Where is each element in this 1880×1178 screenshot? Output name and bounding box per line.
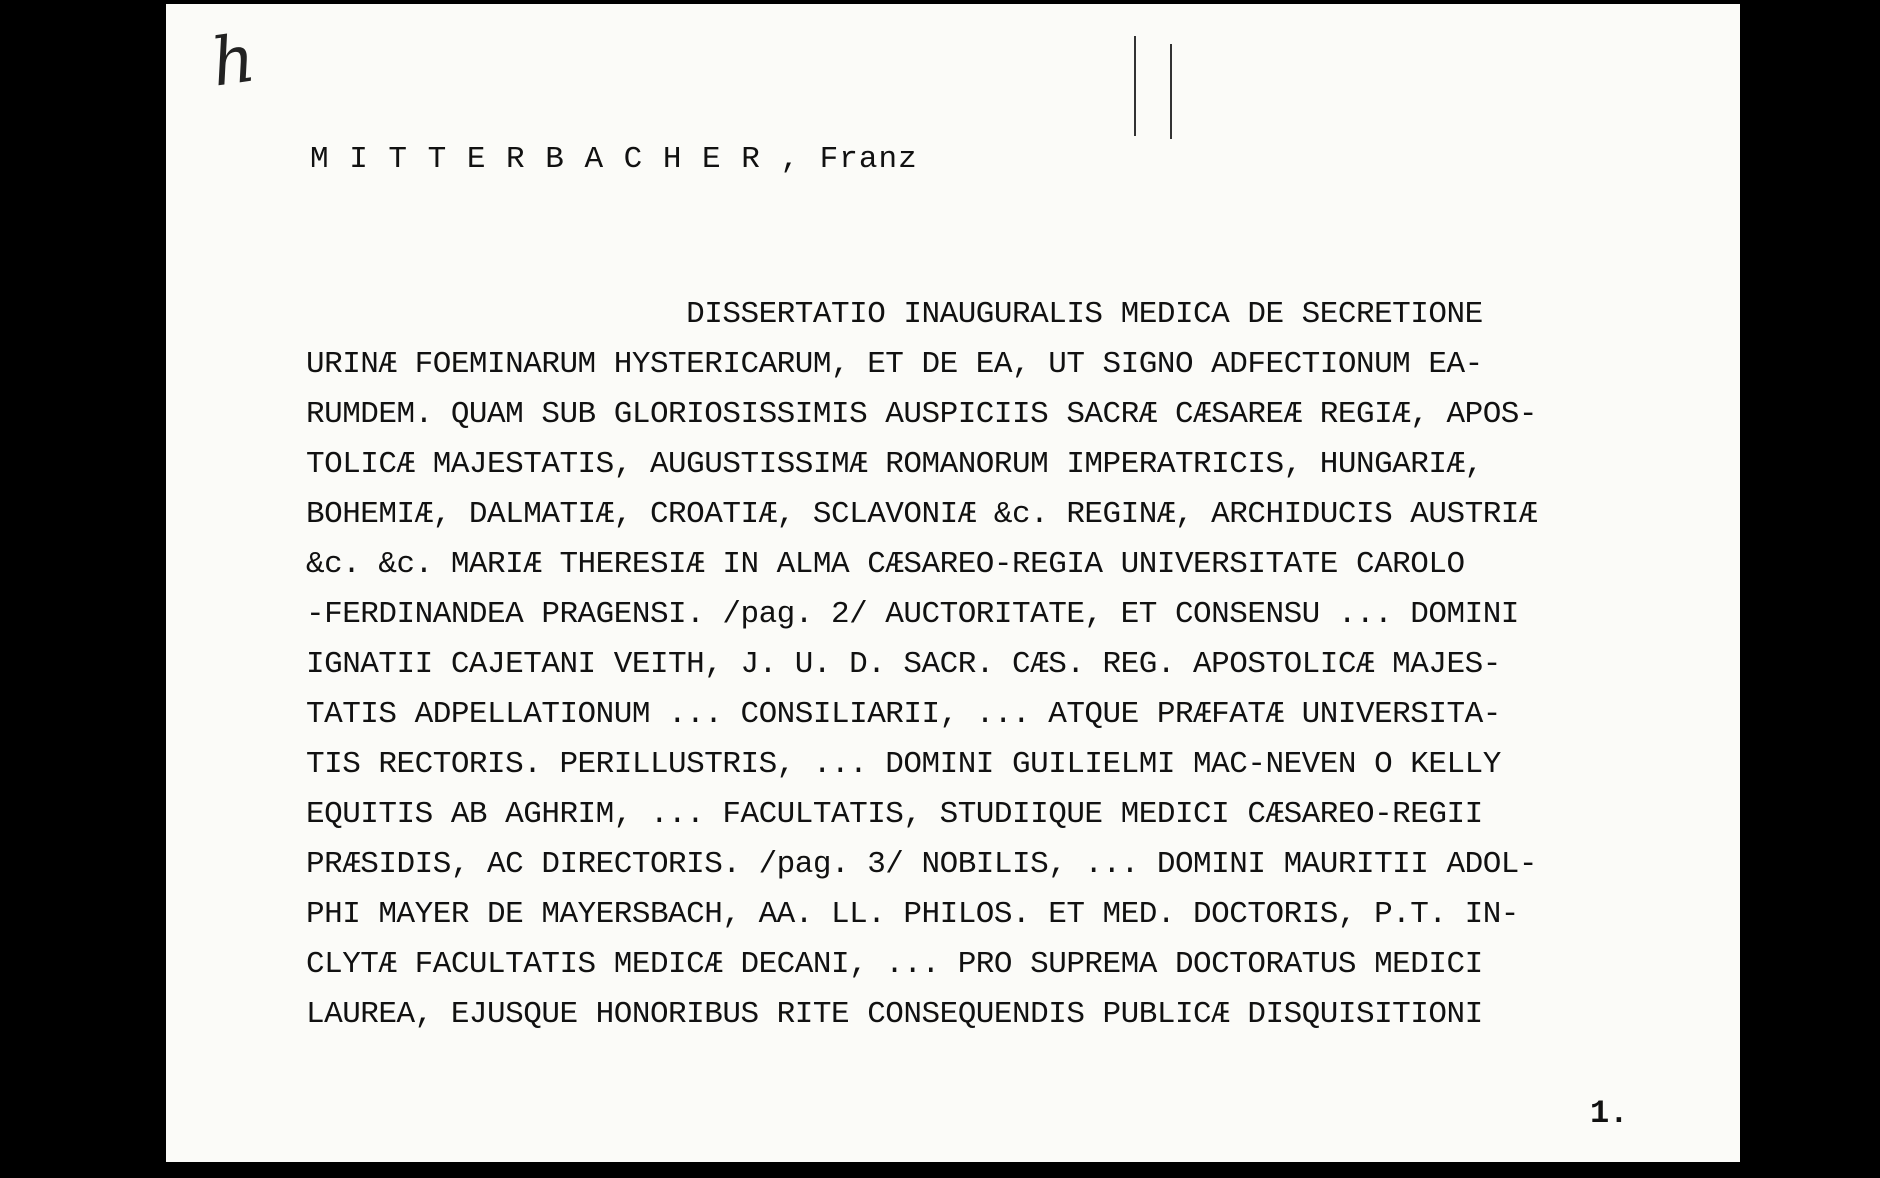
scratch-mark [1170,44,1172,139]
author-name: M I T T E R B A C H E R , Franz [310,142,918,177]
page-number: 1. [1590,1095,1629,1132]
text-line: IGNATII CAJETANI VEITH, J. U. D. SACR. CÆS. REG. APOSTOLICÆ MAJES- [306,647,1501,682]
text-line: PRÆSIDIS, AC DIRECTORIS. /pag. 3/ NOBILIS, ... DOMINI MAURITII ADOL- [306,847,1538,882]
text-line: TOLICÆ MAJESTATIS, AUGUSTISSIMÆ ROMANORUM IMPERATRICIS, HUNGARIÆ, [306,447,1483,482]
scratch-mark [1134,36,1136,136]
text-line: EQUITIS AB AGHRIM, ... FACULTATIS, STUDIIQUE MEDICI CÆSAREO-REGII [306,797,1483,832]
text-line: TATIS ADPELLATIONUM ... CONSILIARII, ... ATQUE PRÆFATÆ UNIVERSITA- [306,697,1501,732]
text-line: LAUREA, EJUSQUE HONORIBUS RITE CONSEQUENDIS PUBLICÆ DISQUISITIONI [306,997,1483,1032]
text-line: &c. &c. MARIÆ THERESIÆ IN ALMA CÆSAREO-REGIA UNIVERSITATE CAROLO [306,547,1465,582]
text-line: URINÆ FOEMINARUM HYSTERICARUM, ET DE EA, UT SIGNO ADFECTIONUM EA- [306,347,1483,382]
text-line: -FERDINANDEA PRAGENSI. /pag. 2/ AUCTORITATE, ET CONSENSU ... DOMINI [306,597,1519,632]
text-line: DISSERTATIO INAUGURALIS MEDICA DE SECRETIONE [306,297,1483,332]
text-line: PHI MAYER DE MAYERSBACH, AA. LL. PHILOS. ET MED. DOCTORIS, P.T. IN- [306,897,1519,932]
text-line: CLYTÆ FACULTATIS MEDICÆ DECANI, ... PRO SUPREMA DOCTORATUS MEDICI [306,947,1483,982]
title-text-block [306,290,1666,1040]
text-line: RUMDEM. QUAM SUB GLORIOSISSIMIS AUSPICIIS SACRÆ CÆSAREÆ REGIÆ, APOS- [306,397,1538,432]
text-line: BOHEMIÆ, DALMATIÆ, CROATIÆ, SCLAVONIÆ &c. REGINÆ, ARCHIDUCIS AUSTRIÆ [306,497,1538,532]
handwritten-mark: h [206,19,260,102]
text-line: TIS RECTORIS. PERILLUSTRIS, ... DOMINI GUILIELMI MAC-NEVEN O KELLY [306,747,1501,782]
